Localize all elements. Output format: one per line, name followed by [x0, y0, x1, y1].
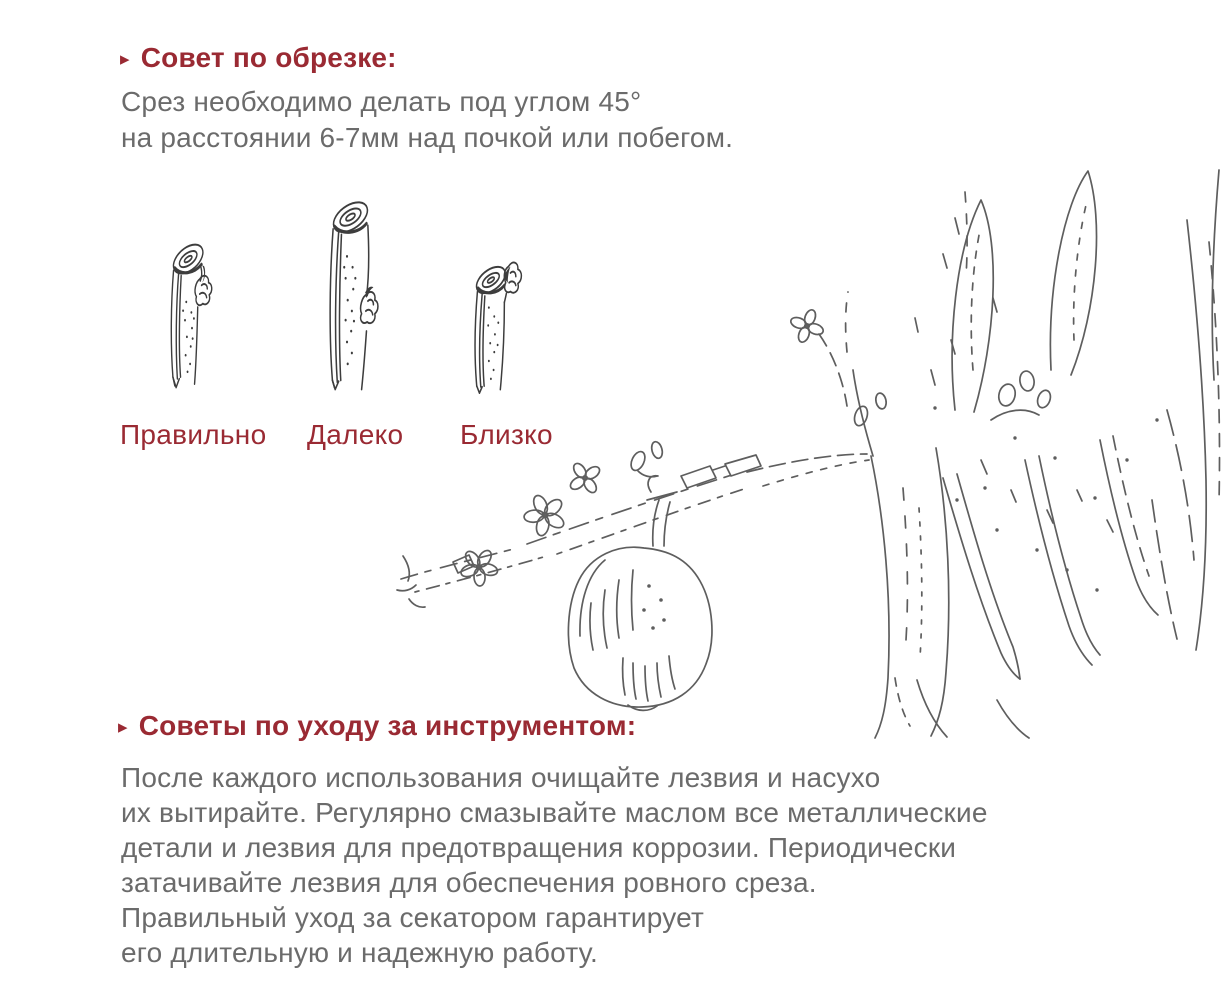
cut-label-too-close: Близко — [460, 419, 553, 450]
tool-care-conclusion — [121, 900, 704, 970]
tool-care-heading — [118, 710, 636, 742]
pruning-tip-line-2: на расстоянии 6-7мм над почкой или побегом. — [121, 122, 734, 153]
twig-cut-too-far-illustration — [322, 198, 388, 394]
tool-care-paragraph — [121, 760, 988, 900]
tool-care-line-2: их вытирайте. Регулярно смазывайте маслом все металлические — [121, 797, 988, 828]
apple-branch-sketch — [395, 158, 1223, 748]
conclusion-line-1: Правильный уход за секатором гарантирует — [121, 902, 704, 933]
pruning-tip-title: Совет по обрезке: — [140, 42, 397, 73]
cut-label-too-far: Далеко — [307, 419, 404, 450]
tool-care-title: Советы по уходу за инструментом: — [138, 710, 637, 741]
bullet-triangle-icon: ▸ — [120, 49, 130, 70]
tool-care-line-3: детали и лезвия для предотвращения коррозии. Периодически — [121, 832, 957, 863]
twig-correct-cut-illustration — [164, 232, 234, 398]
twig-texture-dots — [343, 255, 356, 365]
tool-care-line-1: После каждого использования очищайте лезвия и насухо — [121, 762, 881, 793]
pruning-tip-line-1: Срез необходимо делать под углом 45° — [121, 86, 642, 117]
pruning-tip-heading — [120, 42, 397, 74]
pruning-tip-text — [121, 84, 733, 156]
twig-texture-dots — [182, 301, 195, 374]
cut-label-correct: Правильно — [120, 419, 267, 450]
blossom-flower — [523, 493, 566, 536]
blossom-flower — [568, 461, 602, 495]
tool-care-line-4: затачивайте лезвия для обеспечения ровного среза. — [121, 867, 817, 898]
conclusion-line-2: его длительную и надежную работу. — [121, 937, 599, 968]
bullet-triangle-icon: ▸ — [118, 717, 128, 738]
blossom-flower — [789, 308, 824, 343]
